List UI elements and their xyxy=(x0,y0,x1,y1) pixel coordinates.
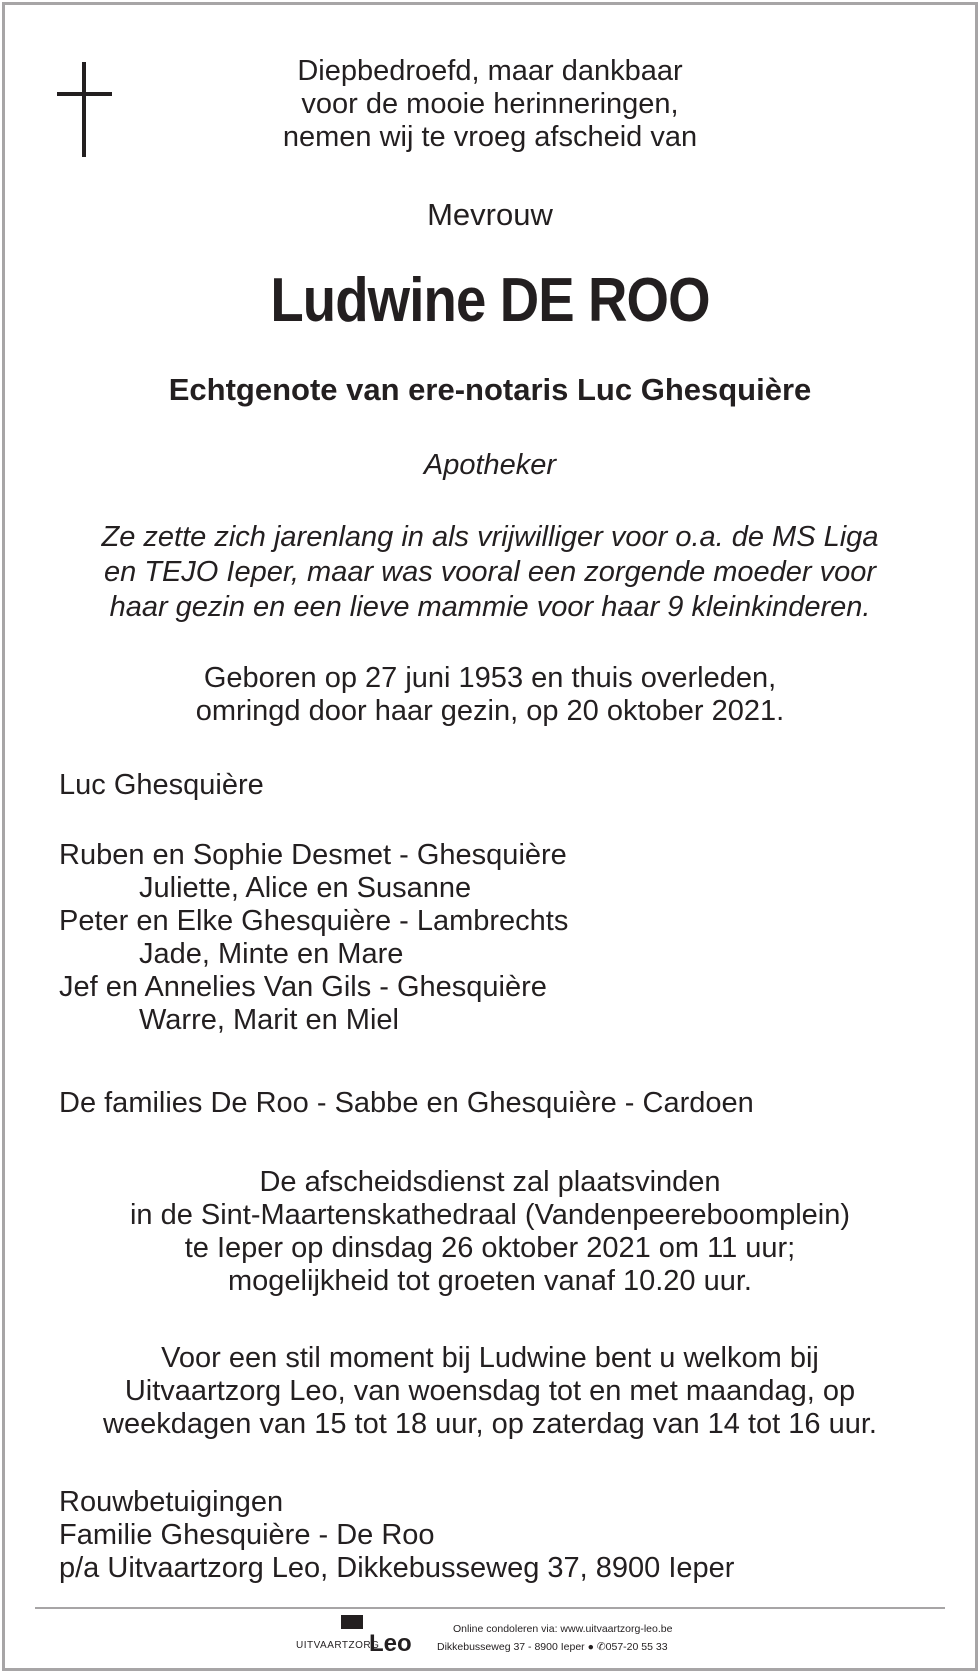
visit-line: weekdagen van 15 tot 18 uur, op zaterdag van 14 tot 16 uur. xyxy=(103,1408,877,1440)
born-line: Geboren op 27 juni 1953 en thuis overleden, xyxy=(203,662,777,694)
footer-address: Dikkebusseweg 37 - 8900 Ieper ● ✆057-20 55 33 xyxy=(437,1641,668,1653)
tribute-line: Ze zette zich jarenlang in als vrijwilliger voor o.a. de MS Liga xyxy=(101,521,879,553)
intro-line: nemen wij te vroeg afscheid van xyxy=(282,121,698,153)
service-line: mogelijkheid tot groeten vanaf 10.20 uur. xyxy=(228,1265,752,1297)
deceased-name: Ludwine DE ROO xyxy=(270,266,710,335)
footer-divider xyxy=(35,1607,945,1609)
families-line: De families De Roo - Sabbe en Ghesquière - Cardoen xyxy=(59,1087,754,1119)
visit-text xyxy=(0,1342,980,1441)
children-list xyxy=(59,839,568,1037)
service-text xyxy=(0,1166,980,1298)
child-couple: Jef en Annelies Van Gils - Ghesquière xyxy=(59,971,547,1003)
service-line: in de Sint-Maartenskathedraal (Vandenpeereboomplein) xyxy=(129,1199,851,1231)
honorific: Mevrouw xyxy=(427,197,553,232)
born-line: omringd door haar gezin, op 20 oktober 2021. xyxy=(195,695,785,727)
grandchildren: Juliette, Alice en Susanne xyxy=(139,872,472,904)
child-couple: Ruben en Sophie Desmet - Ghesquière xyxy=(59,839,567,871)
logo-mark-icon xyxy=(341,1615,363,1629)
child-couple: Peter en Elke Ghesquière - Lambrechts xyxy=(59,905,569,937)
profession: Apotheker xyxy=(423,449,557,481)
logo-small-text: UITVAARTZORG xyxy=(296,1640,380,1651)
condolences-line: p/a Uitvaartzorg Leo, Dikkebusseweg 37, 8900 Ieper xyxy=(59,1552,735,1584)
intro-line: voor de mooie herinneringen, xyxy=(301,88,679,120)
service-line: De afscheidsdienst zal plaatsvinden xyxy=(259,1166,721,1198)
footer-contact xyxy=(437,1620,672,1656)
visit-line: Uitvaartzorg Leo, van woensdag tot en met maandag, op xyxy=(124,1375,856,1407)
tribute-text xyxy=(0,520,980,625)
spouse-line: Echtgenote van ere-notaris Luc Ghesquière xyxy=(168,372,812,407)
tribute-line: haar gezin en een lieve mammie voor haar 9 kleinkinderen. xyxy=(109,591,871,623)
condolences-line: Familie Ghesquière - De Roo xyxy=(59,1519,435,1551)
tribute-line: en TEJO Ieper, maar was vooral een zorgende moeder voor xyxy=(103,556,877,588)
grandchildren: Warre, Marit en Miel xyxy=(139,1004,399,1036)
condolences-address xyxy=(59,1486,734,1585)
condolences-line: Rouwbetuigingen xyxy=(59,1486,284,1518)
visit-line: Voor een stil moment bij Ludwine bent u welkom bij xyxy=(161,1342,819,1374)
grandchildren: Jade, Minte en Mare xyxy=(139,938,404,970)
birth-death-text xyxy=(0,662,980,728)
husband-name: Luc Ghesquière xyxy=(59,769,264,801)
logo-big-text: Leo xyxy=(369,1630,412,1657)
intro-text xyxy=(0,55,980,154)
service-line: te Ieper op dinsdag 26 oktober 2021 om 11 uur; xyxy=(184,1232,796,1264)
funeral-home-logo xyxy=(293,1613,423,1663)
intro-line: Diepbedroefd, maar dankbaar xyxy=(297,55,683,87)
footer-online-link[interactable]: Online condoleren via: www.uitvaartzorg-leo.be xyxy=(453,1623,673,1635)
